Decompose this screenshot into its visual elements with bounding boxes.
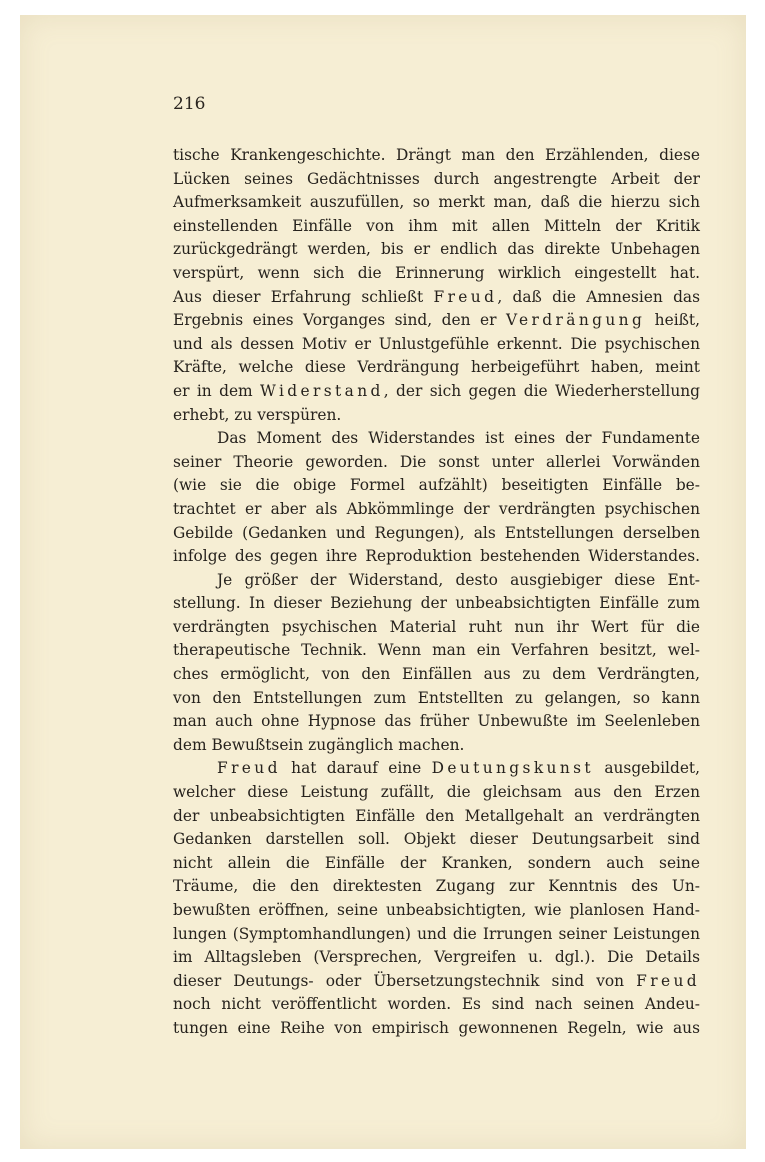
text-segment: tische Krankengeschichte. Drängt man den Erzählenden, diese: [173, 146, 700, 164]
text-segment: und als dessen Motiv er Unlustgefühle erkennt. Die psychischen: [173, 334, 700, 353]
text-line: [173, 380, 700, 404]
text-line: [173, 592, 700, 616]
text-line: [173, 923, 700, 947]
text-line: [173, 946, 700, 970]
text-segment: verspürt, wenn sich die Erinnerung wirklich eingestellt hat.: [173, 263, 700, 282]
text-segment: von den Entstellungen zum Entstellten zu gelangen, so kann: [173, 688, 700, 707]
body-text: [173, 144, 700, 1041]
text-line: [173, 404, 700, 428]
text-line: [173, 545, 700, 569]
text-segment: , daß die Amnesien das: [497, 287, 700, 306]
text-line: [173, 663, 700, 687]
text-segment: trachtet er aber als Abkömmlinge der verdrängten psychischen: [173, 499, 700, 518]
text-segment: nicht allein die Einfälle der Kranken, sondern auch seine: [173, 853, 700, 872]
text-line: [173, 734, 700, 758]
text-line: [173, 875, 700, 899]
text-segment: hat darauf eine: [280, 759, 432, 778]
text-line: [173, 781, 700, 805]
text-line: [173, 309, 700, 333]
emphasized-name: Widerstand: [260, 381, 384, 400]
text-line: [173, 144, 700, 168]
text-segment: dieser Deutungs- oder Übersetzungstechnik sind von: [173, 971, 637, 990]
emphasized-name: Freud: [636, 971, 700, 990]
text-segment: welcher diese Leistung zufällt, die gleichsam aus den Erzen: [173, 783, 700, 802]
text-segment: erhebt, zu verspüren.: [173, 405, 342, 424]
text-line: [173, 805, 700, 829]
text-segment: Das Moment des Widerstandes ist eines der Fundamente: [217, 429, 700, 448]
emphasized-name: Freud: [217, 759, 281, 778]
text-segment: Je größer der Widerstand, desto ausgiebiger diese Ent-: [217, 570, 700, 589]
text-line: [173, 687, 700, 711]
text-segment: lungen (Symptomhandlungen) und die Irrungen seiner Leistungen: [173, 924, 700, 943]
text-line: [173, 569, 700, 593]
text-segment: im Alltagsleben (Versprechen, Vergreifen u. dgl.). Die Details: [173, 948, 700, 967]
text-segment: Gebilde (Gedanken und Regungen), als Entstellungen derselben: [173, 523, 700, 542]
text-segment: heißt,: [645, 311, 700, 330]
text-segment: verdrängten psychischen Material ruht nun ihr Wert für die: [173, 617, 700, 636]
text-segment: ches ermöglicht, von den Einfällen aus zu dem Verdrängten,: [173, 665, 700, 684]
text-segment: bewußten eröffnen, seine unbeabsichtigten, wie planlosen Hand-: [173, 901, 700, 919]
text-line: [173, 1017, 700, 1041]
text-line: [173, 616, 700, 640]
page-number: 216: [173, 94, 206, 114]
text-line: [173, 356, 700, 380]
emphasized-name: Freud: [433, 287, 498, 306]
text-line: [173, 970, 700, 994]
text-segment: noch nicht veröffentlicht worden. Es sind nach seinen Andeu-: [173, 995, 700, 1014]
text-segment: Ergebnis eines Vorganges sind, den er: [173, 311, 506, 330]
text-segment: ausgebildet,: [594, 759, 701, 778]
text-segment: (wie sie die obige Formel aufzählt) beseitigten Einfälle be-: [173, 476, 700, 495]
text-segment: infolge des gegen ihre Reproduktion bestehenden Widerstandes.: [173, 547, 700, 566]
text-segment: Träume, die den direktesten Zugang zur Kenntnis des Un-: [173, 877, 700, 896]
text-line: [173, 710, 700, 734]
text-line: [173, 427, 700, 451]
text-line: [173, 852, 700, 876]
text-line: [173, 899, 700, 923]
text-segment: zurückgedrängt werden, bis er endlich das direkte Unbehagen: [173, 240, 700, 259]
text-segment: Gedanken darstellen soll. Objekt dieser Deutungsarbeit sind: [173, 830, 700, 849]
text-line: [173, 474, 700, 498]
text-segment: einstellenden Einfälle von ihm mit allen Mitteln der Kritik: [173, 216, 700, 235]
text-line: [173, 333, 700, 357]
text-segment: der unbeabsichtigten Einfälle den Metallgehalt an verdrängten: [173, 806, 700, 825]
text-line: [173, 168, 700, 192]
emphasized-name: Verdrängung: [505, 311, 646, 330]
text-line: [173, 286, 700, 310]
text-line: [173, 451, 700, 475]
text-segment: Lücken seines Gedächtnisses durch angestrengte Arbeit der: [173, 169, 700, 188]
text-line: [173, 498, 700, 522]
text-segment: , der sich gegen die Wiederherstellung: [383, 381, 700, 400]
text-segment: man auch ohne Hypnose das früher Unbewußte im Seelenleben: [173, 712, 700, 731]
text-line: [173, 993, 700, 1017]
text-segment: seiner Theorie geworden. Die sonst unter allerlei Vorwänden: [173, 452, 700, 471]
text-line: [173, 639, 700, 663]
text-segment: dem Bewußtsein zugänglich machen.: [173, 735, 465, 754]
text-line: [173, 215, 700, 239]
text-segment: Aufmerksamkeit auszufüllen, so merkt man, daß die hierzu sich: [173, 193, 700, 212]
text-line: [173, 522, 700, 546]
text-line: [173, 238, 700, 262]
text-segment: Kräfte, welche diese Verdrängung herbeigeführt haben, meint: [173, 358, 700, 377]
emphasized-name: Deutungskunst: [431, 759, 595, 778]
text-line: [173, 757, 700, 781]
text-line: [173, 828, 700, 852]
text-line: [173, 262, 700, 286]
text-segment: stellung. In dieser Beziehung der unbeabsichtigten Einfälle zum: [173, 594, 700, 613]
text-segment: Aus dieser Erfahrung schließt: [173, 287, 434, 306]
text-segment: therapeutische Technik. Wenn man ein Verfahren besitzt, wel-: [173, 641, 700, 660]
text-segment: tungen eine Reihe von empirisch gewonnenen Regeln, wie aus: [173, 1018, 700, 1037]
text-segment: er in dem: [173, 381, 261, 400]
text-line: [173, 191, 700, 215]
